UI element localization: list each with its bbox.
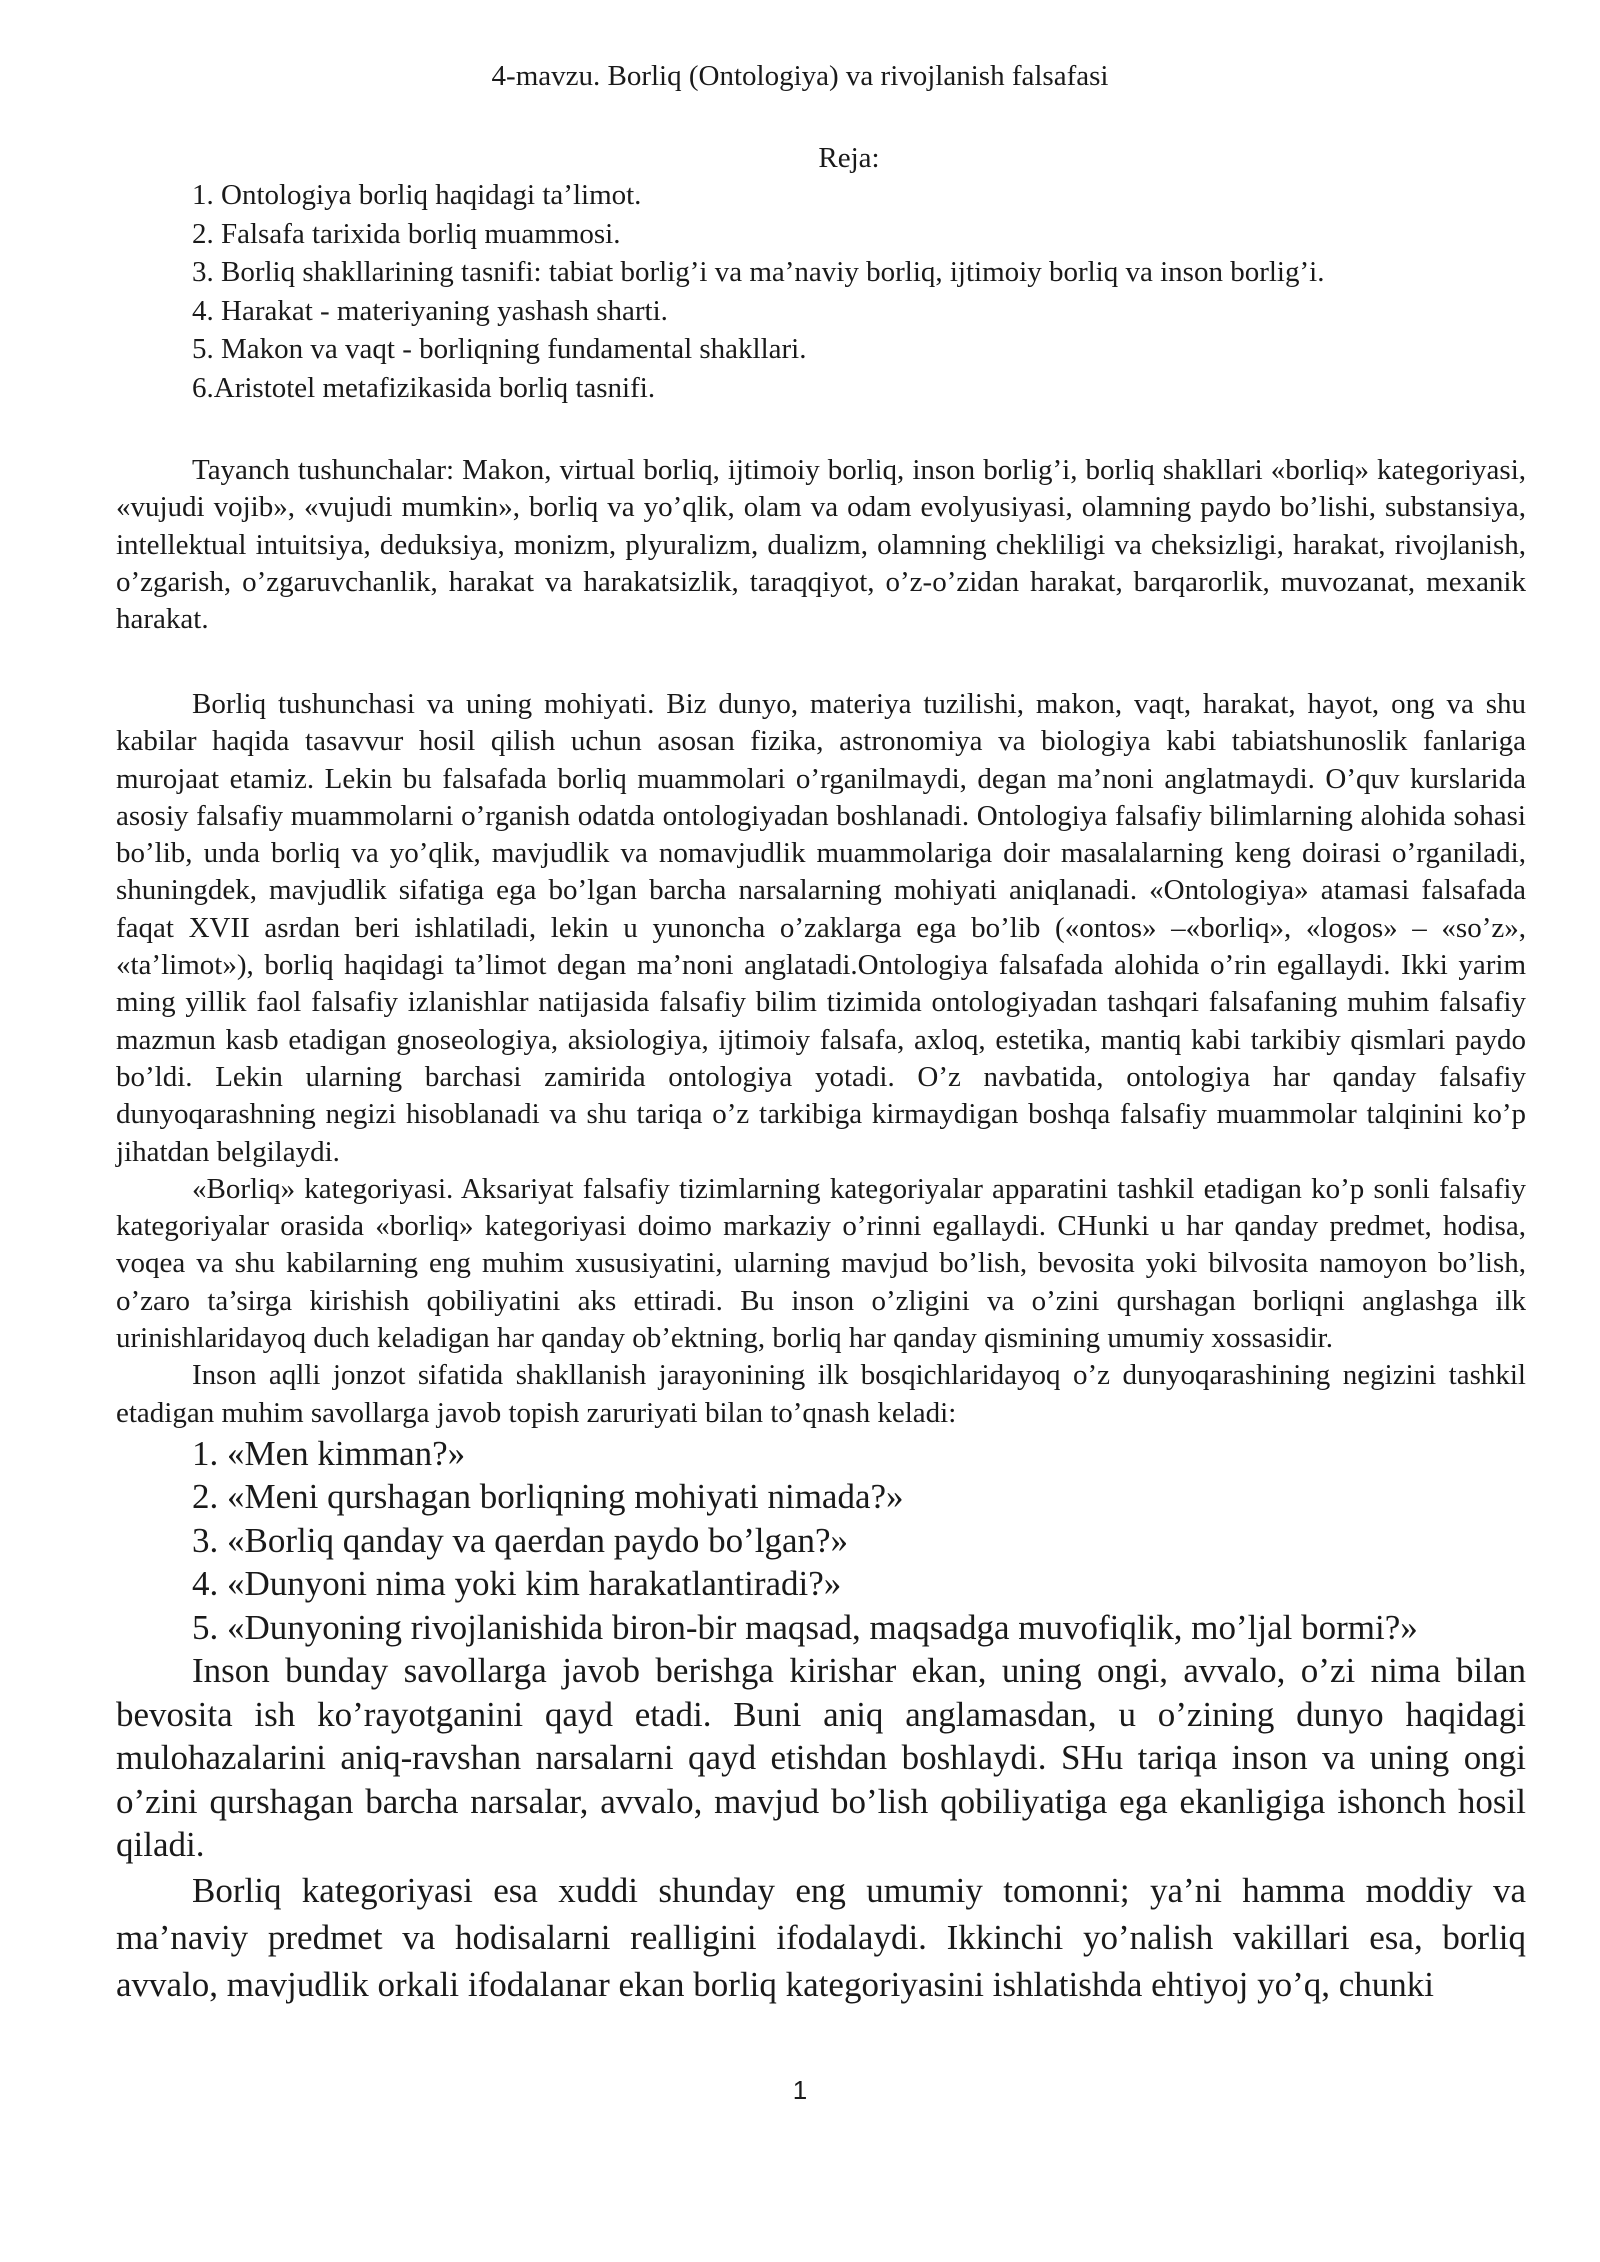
body-paragraph: Borliq kategoriyasi esa xuddi shunday eng umumiy tomonni; ya’ni hamma moddiy va ma’naviy predmet va hodisalarni realligini ifodalaydi. Ikkinchi yo’nalish vakillari esa, borliq avvalo, mavjudlik orkali ifodalanar ekan borliq kategoriyasini ishlatishda ehtiyoj yo’q, chunki	[116, 1870, 1526, 2004]
plan-list	[192, 176, 1522, 407]
plan-item: 4. Harakat - materiyaning yashash sharti.	[192, 294, 668, 327]
question-item: 2. «Meni qurshagan borliqning mohiyati nimada?»	[192, 1477, 904, 1517]
body-paragraph: Inson bunday savollarga javob berishga kirishar ekan, uning ongi, avvalo, o’zi nima bilan bevosita ish ko’rayotganini qayd etadi. Buni aniq anglamasdan, u o’zining dunyo haqidagi mulohazalarini aniq-ravshan narsalarni qayd etishdan boshlaydi. SHu tariqa inson va uning ongi o’zini qurshagan barcha narsalar, avvalo, mavjud bo’lish qobiliyatiga ega ekanligiga ishonch hosil qiladi.	[116, 1651, 1526, 1865]
plan-item: 1. Ontologiya borliq haqidagi ta’limot.	[192, 179, 642, 211]
plan-item: 3. Borliq shakllarining tasnifi: tabiat borlig’i va ma’naviy borliq, ijtimoiy borliq va inson borlig’i.	[192, 256, 1325, 288]
key-concepts-section	[116, 452, 1526, 638]
key-concepts-paragraph: Tayanch tushunchalar: Makon, virtual borliq, ijtimoiy borliq, inson borlig’i, borliq shakllari «borliq» kategoriyasi, «vujudi vojib», «vujudi mumkin», borliq va yo’qlik, olam va odam evolyusiyasi, olamning paydo bo’lishi, substansiya, intellektual intuitsiya, deduksiya, monizm, plyuralizm, dualizm, olamning chekliligi va cheksizligi, harakat, rivojlanish, o’zgarish, o’zgaruvchanlik, harakat va harakatsizlik, taraqqiyot, o’z-o’zidan harakat, barqarorlik, muvozanat, mexanik harakat.	[116, 454, 1526, 636]
body-paragraph: «Borliq» kategoriyasi. Aksariyat falsafiy tizimlarning kategoriyalar apparatini tashkil etadigan ko’p sonli falsafiy kategoriyalar orasida «borliq» kategoriyasi doimo markaziy o’rinni egallaydi. CHunki u har qanday predmet, hodisa, voqea va shu kabilarning eng muhim xususiyatini, ularning mavjud bo’lish, bevosita yoki bilvosita namoyon bo’lish, o’zaro ta’sirga kirishish qobiliyatini aks ettiradi. Bu inson o’zligini va o’zini qurshagan borliqni anglashga ilk urinishlaridayoq duch keladigan har qanday ob’ektning, borliq har qanday qismining umumiy xossasidir.	[116, 1172, 1526, 1355]
plan-item: 5. Makon va vaqt - borliqning fundamental shakllari.	[192, 333, 807, 365]
body-paragraph: Borliq tushunchasi va uning mohiyati. Biz dunyo, materiya tuzilishi, makon, vaqt, harakat, hayot, ong va shu kabilar haqida tasavvur hosil qilish uchun asosan fizika, astronomiya va biologiya kabi tabiatshunoslik fanlariga murojaat etamiz. Lekin bu falsafada borliq muammolari o’rganilmaydi, degan ma’noni anglatmaydi. O’quv kurslarida asosiy falsafiy muammolarni o’rganish odatda ontologiyadan boshlanadi. Ontologiya falsafiy bilimlarning alohida sohasi bo’lib, unda borliq va yo’qlik, mavjudlik va nomavjudlik muammolariga doir masalalarning keng doirasi o’rganiladi, shuningdek, mavjudlik sifatiga ega bo’lgan barcha narsalarning mohiyati aniqlanadi. «Ontologiya» atamasi falsafada faqat XVII asrdan beri ishlatiladi, lekin u yunoncha o’zaklarga ega bo’lib («ontos» –«borliq», «logos» – «so’z», «ta’limot»), borliq haqidagi ta’limot degan ma’noni anglatadi.Ontologiya falsafada alohida o’rin egallaydi. Ikki yarim ming yillik faol falsafiy izlanishlar natijasida falsafiy bilim tizimida ontologiyadan tashqari falsafaning muhim falsafiy mazmun kasb etadigan gnoseologiya, aksiologiya, ijtimoiy falsafa, axloq, estetika, mantiq kabi tarkibiy qismlari paydo bo’ldi. Lekin ularning barchasi zamirida ontologiya yotadi. O’z navbatida, ontologiya har qanday falsafiy dunyoqarashning negizi hisoblanadi va shu tariqa o’z tarkibiga kirmaydigan boshqa falsafiy muammolar talqinini ko’p jihatdan belgilaydi.	[116, 688, 1526, 1168]
page-title: 4-mavzu. Borliq (Ontologiya) va rivojlanish falsafasi	[491, 60, 1109, 92]
main-body	[116, 686, 1526, 2008]
plan-heading: Reja:	[818, 142, 880, 174]
question-item: 3. «Borliq qanday va qaerdan paydo bo’lgan?»	[192, 1520, 849, 1560]
body-paragraph: Inson aqlli jonzot sifatida shakllanish jarayonining ilk bosqichlaridayoq o’z dunyoqarashining negizini tashkil etadigan muhim savollarga javob topish zaruriyati bilan to’qnash keladi:	[116, 1359, 1526, 1429]
question-item: 1. «Men kimman?»	[192, 1433, 466, 1473]
plan-item: 2. Falsafa tarixida borliq muammosi.	[192, 217, 621, 250]
question-item: 5. «Dunyoning rivojlanishida biron-bir maqsad, maqsadga muvofiqlik, mo’ljal bormi?»	[192, 1607, 1418, 1647]
questions-list	[116, 1432, 1526, 1650]
question-item: 4. «Dunyoni nima yoki kim harakatlantiradi?»	[192, 1564, 842, 1604]
page-number: 1	[792, 2075, 808, 2105]
plan-item: 6.Aristotel metafizikasida borliq tasnifi.	[192, 371, 656, 404]
large-text-section	[116, 1649, 1526, 2008]
